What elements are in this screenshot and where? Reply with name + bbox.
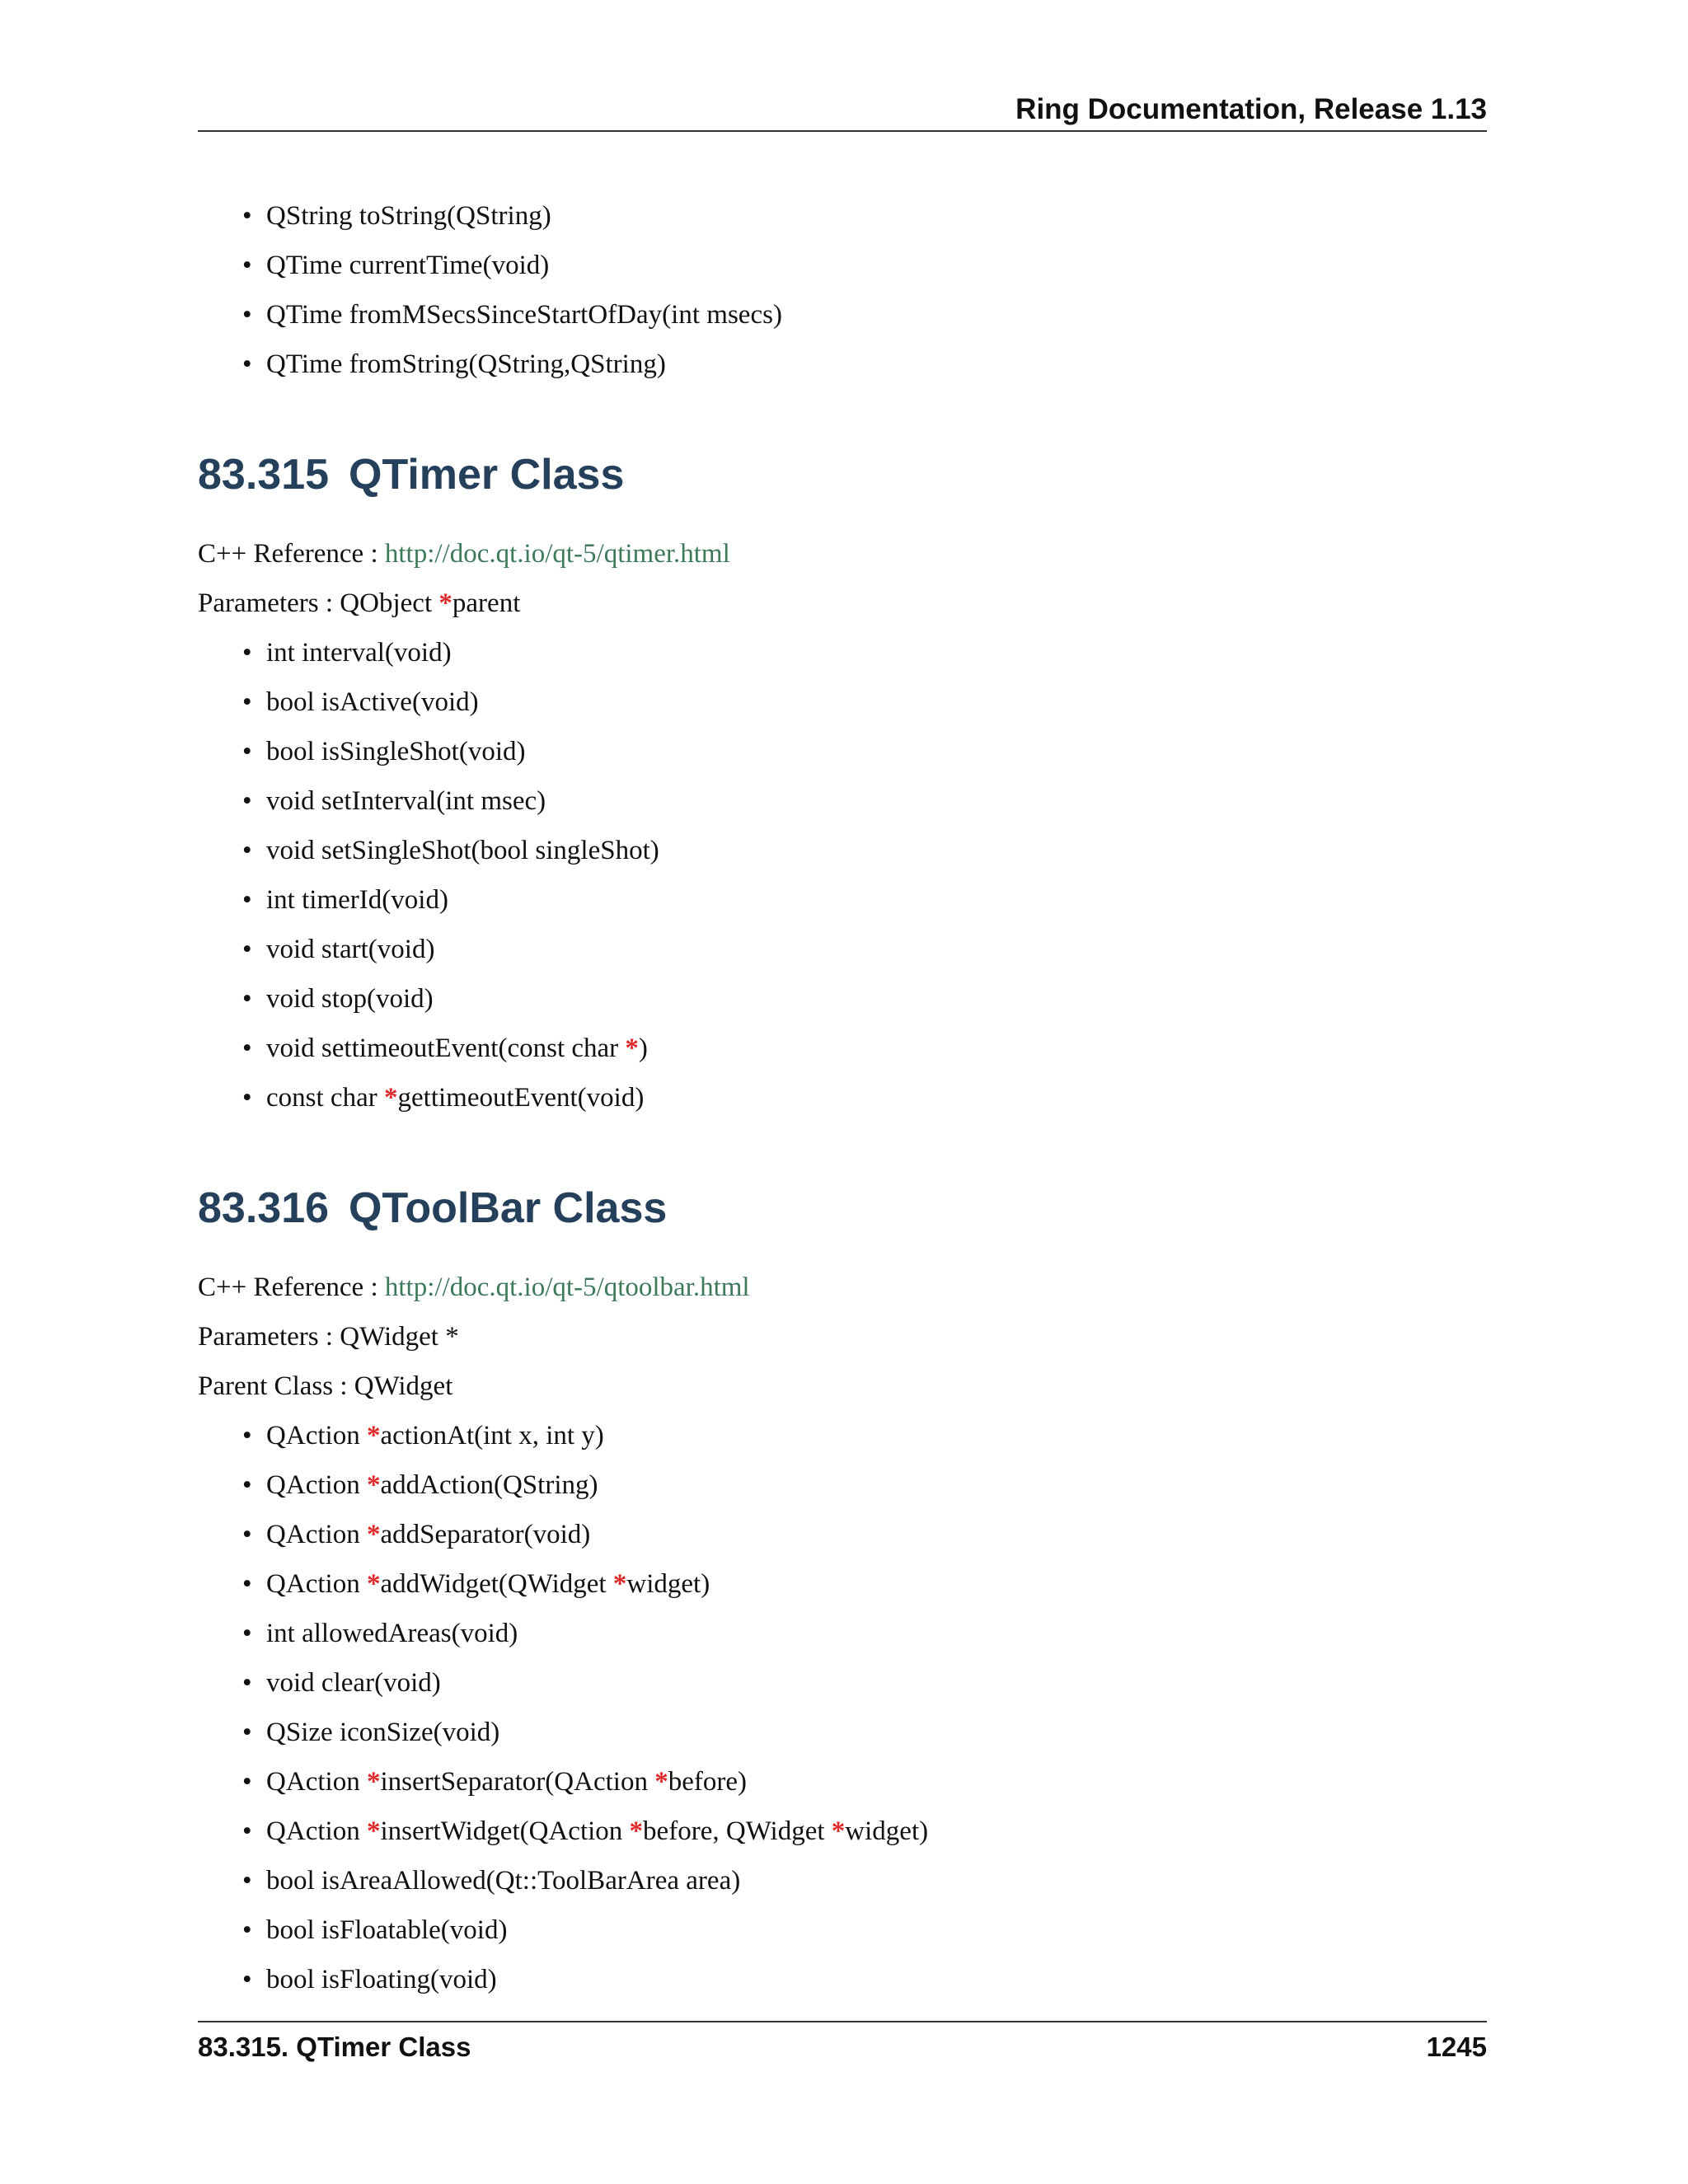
method-signature: void setSingleShot(bool singleShot) — [266, 836, 659, 865]
method-list-item — [198, 1658, 1487, 1708]
method-list — [198, 1411, 1487, 2004]
method-signature: QSize iconSize(void) — [266, 1718, 500, 1747]
section-spacer — [198, 1122, 1487, 1167]
method-list-item — [198, 974, 1487, 1024]
bullet-icon: • — [242, 1965, 252, 1994]
section-spacer — [198, 389, 1487, 434]
method-list-item — [198, 1073, 1487, 1122]
section-title: QToolBar Class — [349, 1184, 668, 1232]
bullet-icon: • — [242, 1816, 252, 1846]
method-list-item — [198, 1460, 1487, 1510]
running-footer — [198, 2021, 1487, 2072]
bullet-icon: • — [242, 1569, 252, 1599]
parameters-value: QObject *parent — [340, 588, 521, 618]
method-list-item — [198, 677, 1487, 727]
method-list-item — [198, 1411, 1487, 1460]
method-signature: int interval(void) — [266, 638, 452, 668]
bullet-icon: • — [242, 1520, 252, 1549]
method-signature: int timerId(void) — [266, 885, 448, 915]
method-list-item — [198, 1955, 1487, 2004]
method-list-item — [198, 925, 1487, 974]
bullet-icon: • — [242, 1421, 252, 1451]
method-signature: QTime fromString(QString,QString) — [266, 349, 666, 379]
method-signature: QAction *actionAt(int x, int y) — [266, 1421, 604, 1451]
method-list-item — [198, 1024, 1487, 1073]
method-signature: QAction *insertWidget(QAction *before, QWidget *widget) — [266, 1816, 929, 1846]
bullet-icon: • — [242, 885, 252, 915]
pointer-asterisk: * — [438, 588, 452, 618]
method-signature: QString toString(QString) — [266, 201, 551, 231]
bullet-icon: • — [242, 1619, 252, 1648]
footer-page-number: 1245 — [1426, 2032, 1487, 2062]
method-signature: QAction *insertSeparator(QAction *before) — [266, 1767, 748, 1797]
method-signature: void start(void) — [266, 935, 435, 964]
pointer-asterisk: * — [654, 1767, 668, 1797]
bullet-icon: • — [242, 1866, 252, 1896]
pointer-asterisk: * — [383, 1083, 398, 1113]
section-heading — [198, 1167, 1487, 1263]
method-signature: QTime currentTime(void) — [266, 251, 550, 280]
method-list-item — [198, 1559, 1487, 1609]
bullet-icon: • — [242, 836, 252, 865]
bullet-icon: • — [242, 935, 252, 964]
method-signature: QTime fromMSecsSinceStartOfDay(int msecs) — [266, 300, 782, 330]
cpp-reference-link[interactable]: http://doc.qt.io/qt-5/qtimer.html — [384, 539, 730, 569]
footer-section-title: 83.315. QTimer Class — [198, 2032, 471, 2062]
method-list-item — [198, 776, 1487, 826]
pointer-asterisk: * — [366, 1816, 381, 1846]
section-title: QTimer Class — [349, 451, 625, 499]
method-signature: QAction *addWidget(QWidget *widget) — [266, 1569, 710, 1599]
method-list — [198, 628, 1487, 1122]
method-list-item — [198, 241, 1487, 290]
cpp-reference-line — [198, 1263, 1487, 1312]
parameters-line — [198, 1312, 1487, 1361]
pointer-asterisk: * — [612, 1569, 627, 1599]
bullet-icon: • — [242, 786, 252, 816]
method-signature: bool isAreaAllowed(Qt::ToolBarArea area) — [266, 1866, 741, 1896]
cpp-reference-label: C++ Reference : — [198, 1272, 385, 1302]
bullet-icon: • — [242, 1033, 252, 1063]
bullet-icon: • — [242, 1915, 252, 1945]
cpp-reference-label: C++ Reference : — [198, 539, 385, 569]
bullet-icon: • — [242, 1668, 252, 1698]
bullet-icon: • — [242, 1470, 252, 1500]
method-list-item — [198, 1708, 1487, 1757]
cpp-reference-line — [198, 529, 1487, 579]
pointer-asterisk: * — [366, 1569, 381, 1599]
method-signature: void clear(void) — [266, 1668, 441, 1698]
bullet-icon: • — [242, 687, 252, 717]
bullet-icon: • — [242, 1083, 252, 1113]
method-list-item — [198, 340, 1487, 389]
parameters-value: QWidget * — [340, 1322, 459, 1352]
bullet-icon: • — [242, 300, 252, 330]
method-signature: bool isActive(void) — [266, 687, 479, 717]
method-signature: bool isSingleShot(void) — [266, 737, 526, 766]
section-number: 83.316 — [198, 1184, 330, 1232]
bullet-icon: • — [242, 201, 252, 231]
method-list-item — [198, 1905, 1487, 1955]
method-list-item — [198, 875, 1487, 925]
method-list-item — [198, 191, 1487, 241]
method-signature: int allowedAreas(void) — [266, 1619, 518, 1648]
pointer-asterisk: * — [366, 1421, 381, 1451]
method-signature: const char *gettimeoutEvent(void) — [266, 1083, 645, 1113]
method-list-item — [198, 727, 1487, 776]
document-page — [198, 0, 1487, 2184]
pointer-asterisk: * — [629, 1816, 644, 1846]
method-signature: void setInterval(int msec) — [266, 786, 546, 816]
running-header: Ring Documentation, Release 1.13 — [198, 89, 1487, 132]
cpp-reference-link[interactable]: http://doc.qt.io/qt-5/qtoolbar.html — [384, 1272, 750, 1302]
method-signature: void settimeoutEvent(const char *) — [266, 1033, 648, 1063]
method-list-item — [198, 1856, 1487, 1905]
bullet-icon: • — [242, 1767, 252, 1797]
method-list-item — [198, 1609, 1487, 1658]
pointer-asterisk: * — [625, 1033, 639, 1063]
bullet-icon: • — [242, 638, 252, 668]
bullet-icon: • — [242, 737, 252, 766]
bullet-icon: • — [242, 984, 252, 1014]
section-heading — [198, 434, 1487, 529]
method-list-item — [198, 628, 1487, 677]
parameters-line — [198, 579, 1487, 628]
bullet-icon: • — [242, 349, 252, 379]
bullet-icon: • — [242, 251, 252, 280]
method-list-item — [198, 826, 1487, 875]
sections-container — [198, 389, 1487, 2004]
bullet-icon: • — [242, 1718, 252, 1747]
method-signature: void stop(void) — [266, 984, 434, 1014]
pointer-asterisk: * — [831, 1816, 846, 1846]
parameters-label: Parameters : — [198, 588, 340, 618]
method-list-item — [198, 290, 1487, 340]
method-signature: bool isFloating(void) — [266, 1965, 497, 1994]
intro-method-list — [198, 191, 1487, 389]
pointer-asterisk: * — [366, 1470, 381, 1500]
method-signature: bool isFloatable(void) — [266, 1915, 508, 1945]
method-list-item — [198, 1510, 1487, 1559]
pointer-asterisk: * — [366, 1767, 381, 1797]
page-content — [198, 191, 1487, 2004]
method-list-item — [198, 1807, 1487, 1856]
method-signature: QAction *addSeparator(void) — [266, 1520, 591, 1549]
parameters-label: Parameters : — [198, 1322, 340, 1352]
method-signature: QAction *addAction(QString) — [266, 1470, 598, 1500]
method-list-item — [198, 1757, 1487, 1807]
pointer-asterisk: * — [366, 1520, 381, 1549]
parent-class-line: Parent Class : QWidget — [198, 1371, 453, 1401]
section-number: 83.315 — [198, 451, 330, 499]
